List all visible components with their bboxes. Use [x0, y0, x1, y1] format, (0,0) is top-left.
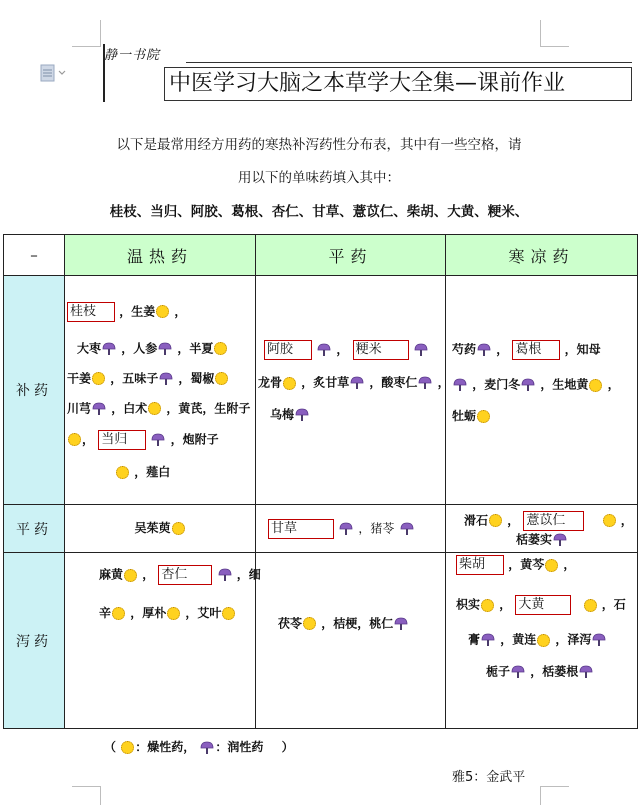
- herb-text: ，厚朴: [130, 606, 167, 620]
- cell-tonify-neutral: [256, 276, 450, 505]
- mushroom-icon: [579, 665, 593, 679]
- herb-text: ，栝蒌根: [530, 664, 579, 679]
- sun-icon: [215, 372, 228, 385]
- cell-neutral-cold: [446, 505, 638, 553]
- mushroom-icon: [414, 343, 428, 357]
- herb-text: ，细: [236, 567, 261, 582]
- page-title: 中医学习大脑之本草学大全集—课前作业: [164, 67, 632, 101]
- herb-text: ，: [82, 432, 95, 446]
- answer-box[interactable]: 当归: [98, 430, 146, 450]
- herb-text: 栝蒌实: [516, 532, 553, 546]
- answer-box[interactable]: 葛根: [512, 340, 560, 360]
- herb-text: ，艾叶: [185, 606, 222, 620]
- answer-box[interactable]: 薏苡仁: [523, 511, 584, 531]
- sun-icon: [545, 559, 558, 572]
- herb-text: ，白术: [111, 401, 148, 415]
- col-header-warm: 温热药: [65, 235, 256, 276]
- herb-text: ，: [563, 557, 576, 572]
- cell-tonify-warm: [65, 276, 256, 505]
- sun-icon: [68, 433, 81, 446]
- herb-text: 滑石: [464, 513, 489, 527]
- herb-text: ，人参: [121, 341, 158, 355]
- legend-dry-label: ：燥性药，: [135, 740, 196, 754]
- herb-list: 桂枝、当归、阿胶、葛根、杏仁、甘草、薏苡仁、柴胡、大黄、粳米、: [109, 204, 529, 220]
- legend-moist-label: ：润性药: [215, 740, 264, 754]
- herb-text: 茯苓: [278, 616, 303, 630]
- mushroom-icon: [151, 433, 165, 447]
- cell-neutral-warm: [65, 505, 256, 553]
- sun-icon: [112, 607, 125, 620]
- herb-text: 麻黄: [99, 567, 124, 582]
- herb-text: ，知母: [564, 342, 601, 357]
- sun-icon: [156, 305, 169, 318]
- mushroom-icon: [295, 408, 309, 422]
- mushroom-icon: [218, 568, 232, 582]
- herb-text: 大枣: [77, 341, 102, 355]
- answer-box[interactable]: 柴胡: [456, 555, 504, 575]
- sun-icon: [584, 599, 597, 612]
- answer-box[interactable]: 杏仁: [158, 565, 212, 585]
- sun-icon: [537, 634, 550, 647]
- row-header-tonify: 补药: [4, 276, 65, 505]
- herb-text: 芍药: [452, 342, 477, 357]
- mushroom-icon: [481, 633, 495, 647]
- legend-close: ）: [281, 740, 294, 754]
- sun-icon: [92, 372, 105, 385]
- herb-text: ，生地黄: [540, 377, 589, 392]
- cell-purge-warm: [65, 553, 261, 729]
- herb-text: ，五味子: [110, 371, 159, 385]
- herb-text: 乌梅: [270, 407, 295, 422]
- herb-property-table: [3, 234, 638, 729]
- mushroom-icon: [400, 522, 414, 536]
- mushroom-icon: [418, 376, 432, 390]
- herb-text: ，猪苓: [358, 521, 395, 535]
- mushroom-icon: [350, 376, 364, 390]
- mushroom-icon: [92, 402, 106, 416]
- herb-text: ，黄芩: [508, 557, 545, 572]
- crop-mark-bl: [72, 786, 101, 805]
- herb-text: ，黄连: [500, 632, 537, 647]
- crop-mark-tl: [72, 20, 101, 47]
- herb-text: 辛: [99, 606, 112, 620]
- sun-icon: [603, 514, 616, 527]
- col-header-neutral: 平药: [256, 235, 446, 276]
- sun-icon: [167, 607, 180, 620]
- herb-text: ，炙甘草: [301, 375, 350, 390]
- mushroom-icon: [553, 533, 567, 547]
- herb-text: ，酸枣仁: [369, 375, 418, 390]
- sun-icon: [283, 377, 296, 390]
- sun-icon: [589, 379, 602, 392]
- legend-open: （: [104, 740, 117, 754]
- col-header-cold: 寒凉药: [446, 235, 638, 276]
- intro-line-1: 以下是最常用经方用药的寒热补泻药性分布表，其中有一些空格，请: [116, 137, 522, 153]
- header-brand: 静一书院: [104, 48, 161, 63]
- herb-text: 吴茱萸: [134, 521, 171, 535]
- sun-icon: [121, 741, 134, 754]
- herb-text: 牡蛎: [452, 409, 477, 423]
- mushroom-icon: [158, 342, 172, 356]
- cell-purge-neutral: [256, 553, 446, 729]
- mushroom-icon: [394, 617, 408, 631]
- herb-text: ，: [507, 513, 520, 527]
- mushroom-icon: [339, 522, 353, 536]
- intro-line-2: 用以下的单味药填入其中：: [238, 170, 400, 186]
- row-header-purge: 泻药: [4, 553, 65, 729]
- mushroom-icon: [102, 342, 116, 356]
- herb-text: ，泽泻: [555, 632, 592, 647]
- herb-text: ，: [142, 567, 155, 582]
- herb-text: ，生姜: [119, 304, 156, 318]
- table-corner: –: [4, 235, 65, 276]
- legend: [104, 738, 294, 755]
- herb-text: ，: [620, 513, 633, 527]
- mushroom-icon: [592, 633, 606, 647]
- mushroom-icon: [159, 372, 173, 386]
- herb-text: ，麦门冬: [472, 377, 521, 392]
- herb-text: ，: [336, 342, 349, 357]
- herb-text: ，桔梗，桃仁: [321, 616, 394, 630]
- sun-icon: [481, 599, 494, 612]
- crop-mark-tr: [540, 20, 569, 47]
- sun-icon: [477, 410, 490, 423]
- answer-box[interactable]: 桂枝: [67, 302, 115, 322]
- mushroom-icon: [521, 378, 535, 392]
- crop-mark-br: [540, 786, 569, 805]
- answer-box[interactable]: 大黄: [515, 595, 571, 615]
- cell-neutral-neutral: [256, 505, 446, 553]
- herb-text: 栀子: [486, 664, 511, 679]
- herb-text: 膏: [468, 632, 481, 647]
- cell-tonify-cold: [446, 276, 638, 505]
- herb-text: ，: [607, 377, 620, 392]
- mushroom-icon: [453, 378, 467, 392]
- herb-text: ，黄芪，生附子: [166, 401, 251, 415]
- herb-text: ，蜀椒: [178, 371, 215, 385]
- answer-box[interactable]: 甘草: [268, 519, 334, 539]
- sun-icon: [214, 342, 227, 355]
- cell-purge-cold: [446, 553, 638, 729]
- sun-icon: [148, 402, 161, 415]
- sun-icon: [116, 466, 129, 479]
- herb-text: ，: [437, 375, 450, 390]
- row-header-neutral: 平药: [4, 505, 65, 553]
- herb-text: 干姜: [67, 371, 92, 385]
- answer-box[interactable]: 阿胶: [264, 340, 312, 360]
- herb-text: ，: [174, 304, 187, 318]
- header-rule: [186, 62, 632, 63]
- mushroom-icon: [317, 343, 331, 357]
- sun-icon: [222, 607, 235, 620]
- document-icon[interactable]: [40, 64, 68, 82]
- herb-text: ，半夏: [177, 341, 214, 355]
- mushroom-icon: [511, 665, 525, 679]
- herb-text: ，: [499, 597, 512, 612]
- herb-text: ，: [496, 342, 509, 357]
- herb-text: ，石: [601, 597, 626, 612]
- sun-icon: [303, 617, 316, 630]
- herb-text: 龙骨: [258, 375, 283, 390]
- author-credit: 雅5：金武平: [452, 770, 526, 785]
- sun-icon: [172, 522, 185, 535]
- herb-text: 川芎: [67, 401, 92, 415]
- herb-text: 枳实: [456, 597, 481, 612]
- sun-icon: [489, 514, 502, 527]
- herb-text: ，炮附子: [170, 432, 219, 446]
- sun-icon: [124, 569, 137, 582]
- mushroom-icon: [200, 741, 214, 755]
- answer-box[interactable]: 粳米: [353, 340, 409, 360]
- herb-text: ，薤白: [134, 464, 171, 479]
- mushroom-icon: [477, 343, 491, 357]
